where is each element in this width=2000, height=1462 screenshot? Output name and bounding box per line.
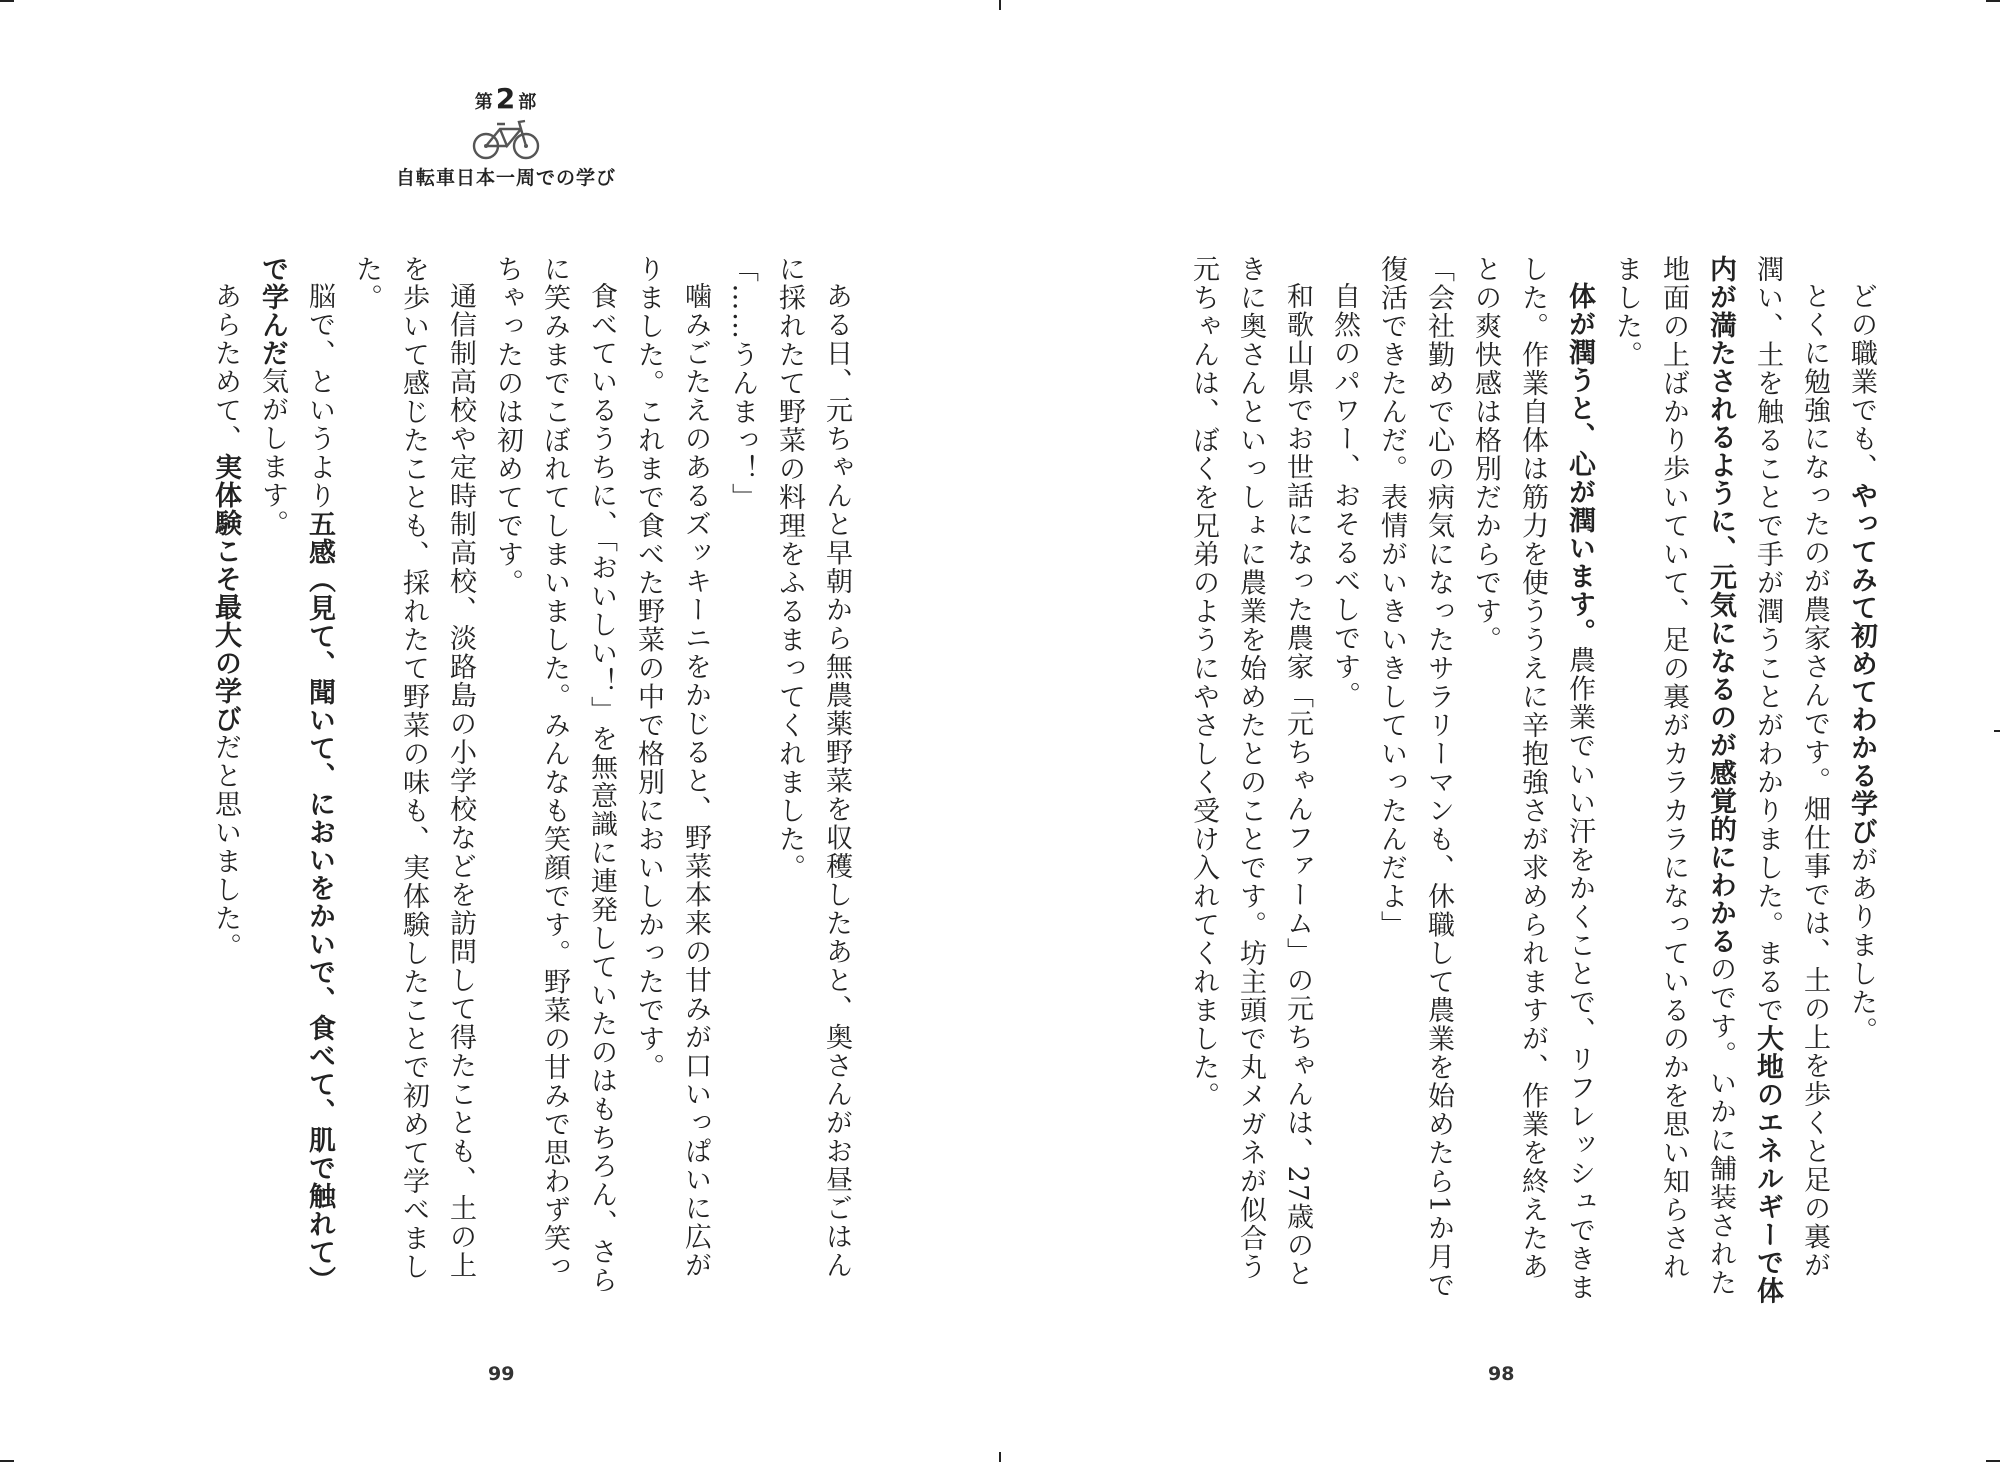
text-run: どの職業でも、 [1846,282,1877,482]
emphasis-text: 五感（見て、聞いて、においをかいで、食べて、肌で触れて）で学んだ [257,255,335,1294]
page-number-99: 99 [488,1363,515,1385]
body-text-page-99 [140,255,860,1305]
page-number-98: 98 [1488,1363,1515,1385]
text-run: とくに勉強になったのが農家さんです。畑仕事では、土の上を歩くと足の裏が潤い、土を触ることで手が潤うことがわかりました。まるで [1752,255,1830,1280]
part-header [386,82,626,190]
paragraph [625,255,719,1305]
paragraph [719,255,766,1305]
text-run: 食べているうちに、「おいしい！」を無意識に連発していたのはもちろん、さらに笑みまでこぼれてしまいました。みんなも笑顔です。野菜の甘みで思わず笑っちゃったのは初めてです。 [492,255,617,1295]
text-run: 和歌山県でお世話になった農家「元ちゃんファーム」の元ちゃんは、27歳のときに奥さんといっしょに農業を始めたとのことです。坊主頭で丸メガネが似合う元ちゃんは、ぼくを兄弟のようにやさしく受け入れてくれました。 [1188,255,1313,1289]
text-run: 気がします。 [257,367,288,538]
paragraph [1321,255,1368,1305]
body-text-page-98 [1175,255,1885,1305]
part-suffix: 部 [518,92,538,113]
text-run: ある日、元ちゃんと早朝から無農薬野菜を収穫したあと、奥さんがお昼ごはんに採れたて野菜の料理をふるまってくれました。 [774,255,852,1280]
paragraph [1462,255,1603,1305]
text-run: 「……うんまっ！」 [727,255,758,512]
emphasis-text: 体が潤うと、心が潤います。 [1564,282,1595,646]
part-prefix: 第 [474,92,494,113]
text-run: のです。いかに舗装された地面の上ばかり歩いていて、足の裏がカラカラになっているのかを思い知らされました。 [1611,255,1736,1297]
emphasis-text: やってみて初めてわかる学び [1846,481,1877,846]
part-subtitle: 自転車日本一周での学び [395,167,616,189]
paragraph [1838,255,1885,1305]
text-run: 「会社勤めで心の病気になったサラリーマンも、休職して農業を始めたら1か月で復活できたんだ。表情がいきいきしていったんだよ」 [1376,255,1454,1300]
bicycle-icon [469,117,543,161]
emphasis-text: 実体験こそ最大の学び [210,453,241,733]
part-number: 2 [495,82,517,115]
paragraph [766,255,860,1305]
text-run: 通信制高校や定時制高校、淡路島の小学校などを訪問して得たことも、土の上を歩いて感じたことも、採れたて野菜の味も、実体験したことで初めて学べました。 [351,255,476,1281]
paragraph [343,255,484,1305]
paragraph [249,255,343,1305]
page-98 [1000,0,2000,1462]
paragraph [1603,255,1838,1305]
text-run: がありました。 [1846,845,1877,1045]
text-run: 自然のパワー、おそるべしです。 [1329,282,1360,710]
text-run: 脳で、というより [304,282,335,510]
paragraph [484,255,625,1305]
text-run: 農作業でいい汗をかくことで、リフレッシュできました。作業自体は筋力を使ううえに辛抱強さが求められますが、作業を終えたあとの爽快感は格別だからです。 [1470,255,1595,1302]
paragraph [1180,255,1321,1305]
text-run: だと思いました。 [210,733,241,961]
emphasis-text: 大地のエネルギーで体内が満たされるように、元気になるのが感覚的にわかる [1705,255,1783,1305]
text-run: あらためて、 [210,282,241,453]
text-run: 噛みごたえのあるズッキーニをかじると、野菜本来の甘みが口いっぱいに広がりました。これまで食べた野菜の中で格別においしかったです。 [633,255,711,1280]
part-label [386,82,626,115]
paragraph [1368,255,1462,1305]
paragraph [202,255,249,1305]
